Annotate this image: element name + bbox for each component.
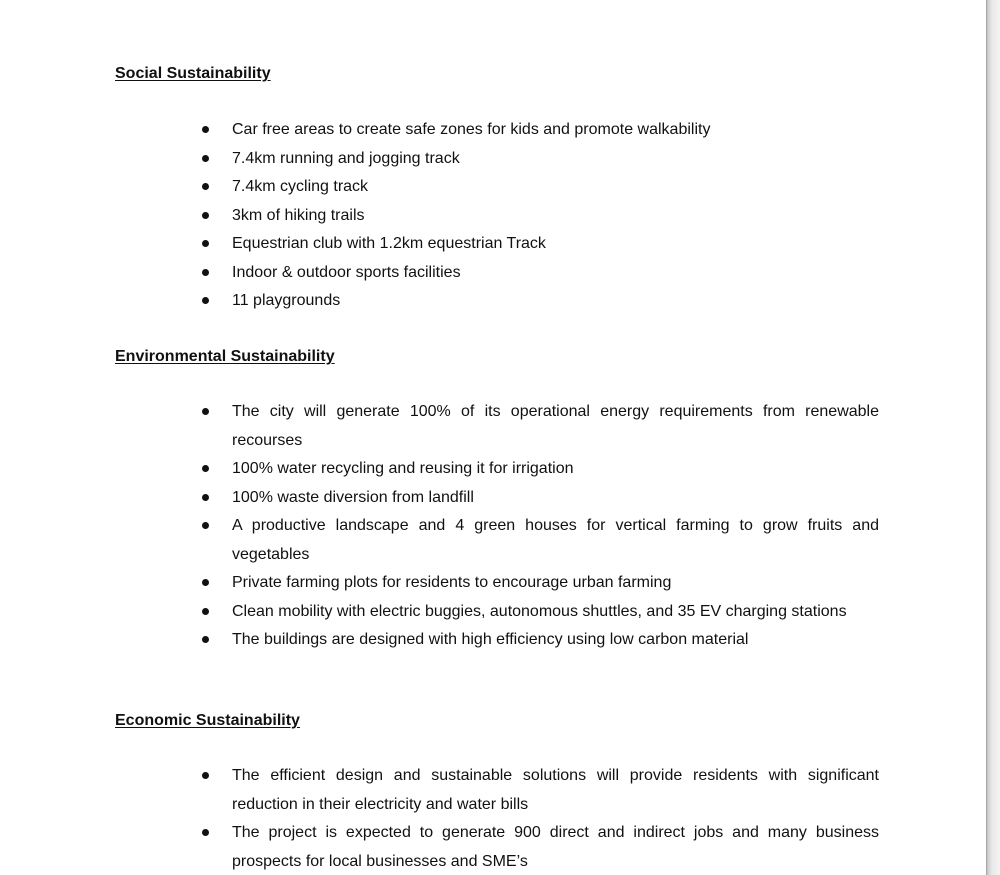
list-item (202, 455, 879, 484)
bullet-list (202, 398, 879, 655)
bullet-list (202, 762, 879, 875)
list-item (202, 484, 879, 513)
list-item (202, 202, 879, 231)
bullet-icon (202, 522, 209, 529)
section-heading: Social Sustainability (115, 65, 271, 82)
bullet-icon (202, 212, 209, 219)
bullet-icon (202, 608, 209, 615)
list-item (202, 259, 879, 288)
list-item-text: 100% waste diversion from landfill (232, 488, 474, 506)
list-item-text: 7.4km cycling track (232, 178, 369, 195)
list-item-text: The city will generate 100% of its operational energy requirements from renewable recourses (232, 403, 879, 449)
list-item (202, 116, 879, 145)
list-item-text: 7.4km running and jogging track (232, 149, 460, 167)
bullet-icon (202, 269, 209, 276)
bullet-icon (202, 126, 209, 133)
section-environmental-sustainability (115, 347, 885, 648)
bullet-icon (202, 240, 209, 247)
list-item (202, 230, 879, 259)
bullet-list (202, 116, 879, 316)
page-edge-shadow (986, 0, 1000, 875)
list-item-text: Indoor & outdoor sports facilities (232, 263, 461, 281)
list-item (202, 145, 879, 174)
section-heading: Environmental Sustainability (115, 348, 335, 365)
bullet-icon (202, 465, 209, 472)
section-economic-sustainability (115, 711, 885, 870)
list-item (202, 598, 879, 627)
list-item (202, 287, 879, 316)
bullet-icon (202, 494, 209, 501)
list-item-text: 11 playgrounds (232, 292, 341, 309)
list-item (202, 512, 879, 569)
list-item-text: 100% water recycling and reusing it for irrigation (232, 460, 574, 477)
list-item-text: Private farming plots for residents to encourage urban farming (232, 574, 672, 591)
list-item (202, 762, 879, 819)
list-item-text: Equestrian club with 1.2km equestrian Track (232, 235, 546, 252)
bullet-icon (202, 183, 209, 190)
list-item-text: A productive landscape and 4 green houses for vertical farming to grow fruits and vegetables (232, 517, 879, 563)
list-item-text: Car free areas to create safe zones for kids and promote walkability (232, 121, 711, 138)
bullet-icon (202, 579, 209, 586)
bullet-icon (202, 829, 209, 836)
list-item-text: The project is expected to generate 900 direct and indirect jobs and many business prospects for local businesses and SME’s (232, 824, 879, 870)
list-item-text: 3km of hiking trails (232, 206, 365, 224)
list-item (202, 626, 879, 655)
bullet-icon (202, 636, 209, 643)
list-item-text: The buildings are designed with high efficiency using low carbon material (232, 631, 749, 648)
section-heading: Economic Sustainability (115, 712, 300, 729)
bullet-icon (202, 408, 209, 415)
bullet-icon (202, 155, 209, 162)
section-social-sustainability (115, 64, 885, 309)
list-item (202, 819, 879, 875)
list-item-text: Clean mobility with electric buggies, autonomous shuttles, and 35 EV charging stations (232, 602, 847, 620)
bullet-icon (202, 297, 209, 304)
list-item (202, 569, 879, 598)
list-item-text: The efficient design and sustainable solutions will provide residents with significant reduction in their electricity and water bills (232, 767, 879, 813)
bullet-icon (202, 772, 209, 779)
list-item (202, 173, 879, 202)
list-item (202, 398, 879, 455)
